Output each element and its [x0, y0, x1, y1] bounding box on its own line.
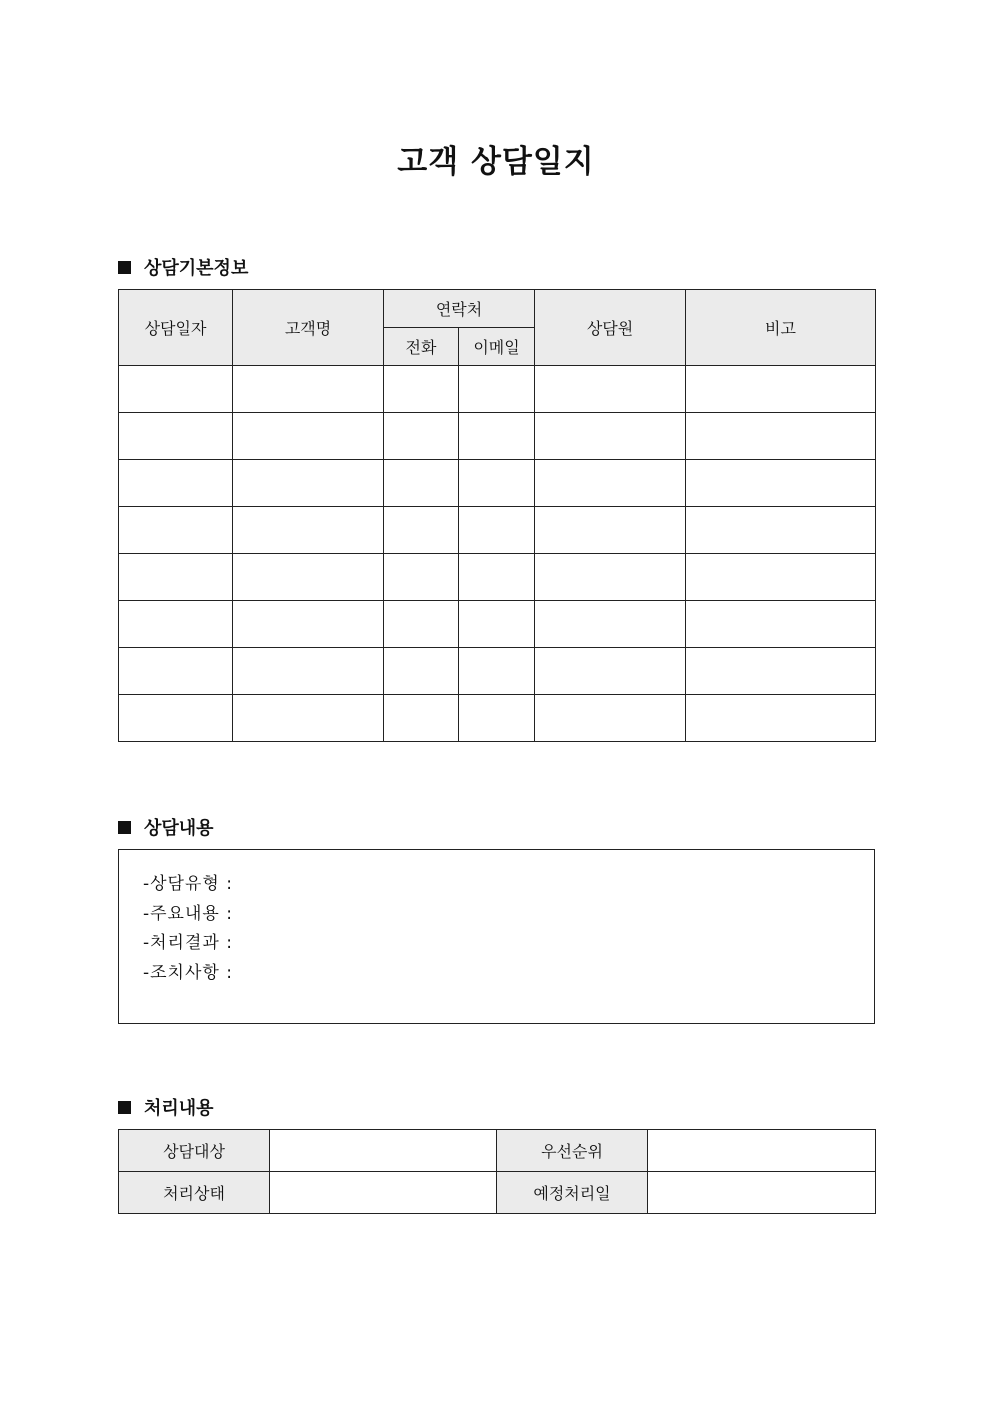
header-remarks: 비고: [686, 290, 876, 366]
cell-email[interactable]: [459, 695, 535, 742]
cell-customer[interactable]: [233, 695, 384, 742]
cell-counselor[interactable]: [535, 366, 686, 413]
table-row: [119, 460, 876, 507]
header-customer: 고객명: [233, 290, 384, 366]
cell-remarks[interactable]: [686, 460, 876, 507]
cell-email[interactable]: [459, 648, 535, 695]
value-priority[interactable]: [648, 1130, 876, 1172]
cell-customer[interactable]: [233, 366, 384, 413]
square-bullet-icon: [118, 1101, 131, 1114]
cell-counselor[interactable]: [535, 601, 686, 648]
content-lines: [143, 870, 233, 988]
table-row: [119, 601, 876, 648]
cell-email[interactable]: [459, 366, 535, 413]
cell-date[interactable]: [119, 695, 233, 742]
cell-email[interactable]: [459, 460, 535, 507]
cell-phone[interactable]: [384, 601, 459, 648]
cell-phone[interactable]: [384, 695, 459, 742]
cell-email[interactable]: [459, 507, 535, 554]
cell-email[interactable]: [459, 601, 535, 648]
label-target: 상담대상: [119, 1130, 270, 1172]
basic-info-table: [118, 289, 876, 742]
cell-customer[interactable]: [233, 507, 384, 554]
square-bullet-icon: [118, 821, 131, 834]
content-box[interactable]: [118, 849, 875, 1024]
section-heading-label: 상담내용: [144, 818, 214, 839]
cell-counselor[interactable]: [535, 554, 686, 601]
value-target[interactable]: [270, 1130, 497, 1172]
cell-counselor[interactable]: [535, 695, 686, 742]
table-row: [119, 695, 876, 742]
cell-date[interactable]: [119, 413, 233, 460]
square-bullet-icon: [118, 261, 131, 274]
section-heading-basic-info: [118, 254, 248, 280]
cell-remarks[interactable]: [686, 507, 876, 554]
cell-date[interactable]: [119, 460, 233, 507]
table-row: [119, 366, 876, 413]
cell-customer[interactable]: [233, 460, 384, 507]
cell-phone[interactable]: [384, 554, 459, 601]
cell-email[interactable]: [459, 413, 535, 460]
table-row: [119, 507, 876, 554]
value-scheduled-date[interactable]: [648, 1172, 876, 1214]
content-line-main: -주요내용 :: [143, 903, 233, 924]
cell-counselor[interactable]: [535, 413, 686, 460]
cell-remarks[interactable]: [686, 366, 876, 413]
content-line-result: -처리결과 :: [143, 933, 233, 953]
cell-phone[interactable]: [384, 507, 459, 554]
section-heading-label: 처리내용: [144, 1098, 214, 1119]
header-email: 이메일: [459, 328, 535, 366]
cell-date[interactable]: [119, 648, 233, 695]
header-date: 상담일자: [119, 290, 233, 366]
cell-customer[interactable]: [233, 648, 384, 695]
section-heading-processing: [118, 1094, 214, 1120]
header-contact: 연락처: [384, 290, 535, 328]
cell-remarks[interactable]: [686, 601, 876, 648]
table-row: [119, 554, 876, 601]
header-counselor: 상담원: [535, 290, 686, 366]
section-heading-content: [118, 814, 214, 840]
label-status: 처리상태: [119, 1172, 270, 1214]
table-row: [119, 413, 876, 460]
cell-customer[interactable]: [233, 554, 384, 601]
cell-phone[interactable]: [384, 648, 459, 695]
cell-remarks[interactable]: [686, 648, 876, 695]
cell-counselor[interactable]: [535, 507, 686, 554]
content-line-type: -상담유형 :: [143, 874, 233, 894]
page-title: 고객 상담일지: [397, 144, 595, 180]
label-priority: 우선순위: [497, 1130, 648, 1172]
cell-counselor[interactable]: [535, 648, 686, 695]
cell-phone[interactable]: [384, 413, 459, 460]
cell-customer[interactable]: [233, 413, 384, 460]
cell-date[interactable]: [119, 554, 233, 601]
value-status[interactable]: [270, 1172, 497, 1214]
cell-remarks[interactable]: [686, 413, 876, 460]
cell-phone[interactable]: [384, 366, 459, 413]
cell-phone[interactable]: [384, 460, 459, 507]
table-row: [119, 648, 876, 695]
content-line-action: -조치사항 :: [143, 962, 233, 983]
cell-date[interactable]: [119, 366, 233, 413]
label-scheduled-date: 예정처리일: [497, 1172, 648, 1214]
processing-table: [118, 1129, 876, 1214]
cell-remarks[interactable]: [686, 554, 876, 601]
section-heading-label: 상담기본정보: [144, 258, 249, 279]
header-phone: 전화: [384, 328, 459, 366]
cell-email[interactable]: [459, 554, 535, 601]
cell-customer[interactable]: [233, 601, 384, 648]
cell-remarks[interactable]: [686, 695, 876, 742]
cell-date[interactable]: [119, 507, 233, 554]
cell-date[interactable]: [119, 601, 233, 648]
cell-counselor[interactable]: [535, 460, 686, 507]
